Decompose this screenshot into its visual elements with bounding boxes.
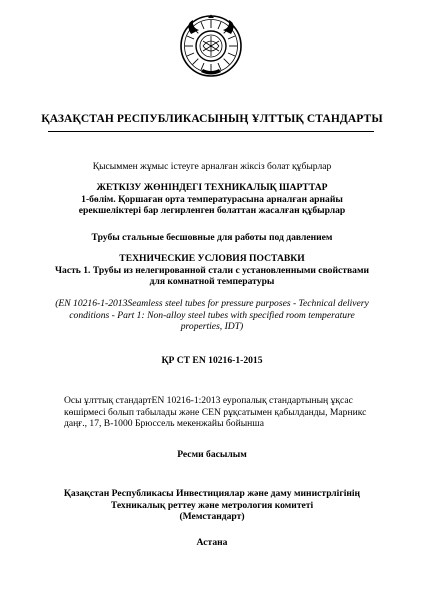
official-edition: Ресми басылым [177, 449, 247, 460]
identity-line: көшірмесі болып табылады және CEN рұқсатымен қабылданды, Марникс [64, 406, 367, 418]
title-underline [48, 131, 374, 132]
national-standard-title: ҚАЗАҚСТАН РЕСПУБЛИКАСЫНЫҢ ҰЛТТЫҚ СТАНДАРТЫ [41, 113, 383, 125]
publisher [0, 488, 424, 523]
publisher-line: Техникалық реттеу және метрология комитеті [110, 499, 314, 511]
identity-statement [64, 395, 367, 430]
ru-part-line: для комнатной температуры [149, 276, 275, 287]
ru-heading [0, 253, 424, 288]
en-title-line: (EN 10216-1-2013Seamless steel tubes for pressure purposes - Technical delivery [55, 298, 369, 309]
standard-designation: ҚР СТ EN 10216-1-2015 [161, 355, 263, 366]
identity-line: даңғ., 17, B-1000 Брюссель мекенжайы бойынша [64, 418, 264, 429]
ru-heading-title: ТЕХНИЧЕСКИЕ УСЛОВИЯ ПОСТАВКИ [119, 253, 305, 264]
kz-heading [0, 182, 424, 217]
ru-part-line: Часть 1. Трубы из нелегированной стали с установленными свойствами [54, 264, 370, 276]
ru-subject: Трубы стальные бесшовные для работы под давлением [91, 232, 333, 243]
kz-part-line: ерекшеліктері бар легирленген болаттан жасалған құбырлар [78, 205, 346, 216]
kz-heading-title: ЖЕТКІЗУ ЖӨНІНДЕГІ ТЕХНИКАЛЫҚ ШАРТТАР [96, 182, 328, 193]
kz-subject: Қысыммен жұмыс істеуге арналған жіксіз болат құбырлар [92, 161, 332, 172]
identity-line: Осы ұлттық стандартEN 10216-1:2013 еуропалық стандартының ұқсас [64, 395, 353, 406]
publisher-line: Қазақстан Республикасы Инвестициялар және даму министрлігінің [63, 488, 361, 499]
publisher-line: (Мемстандарт) [179, 511, 245, 522]
en-title-line: properties, IDT) [180, 321, 244, 332]
kz-part-line: 1-бөлім. Қоршаған орта температурасына арналған арнайы [81, 193, 343, 205]
en-title-line: conditions - Part 1: Non-alloy steel tubes with specified room temperature [69, 309, 355, 321]
kazakhstan-state-emblem-icon [179, 14, 243, 78]
en-title [0, 298, 424, 333]
publication-city: Астана [196, 537, 228, 548]
